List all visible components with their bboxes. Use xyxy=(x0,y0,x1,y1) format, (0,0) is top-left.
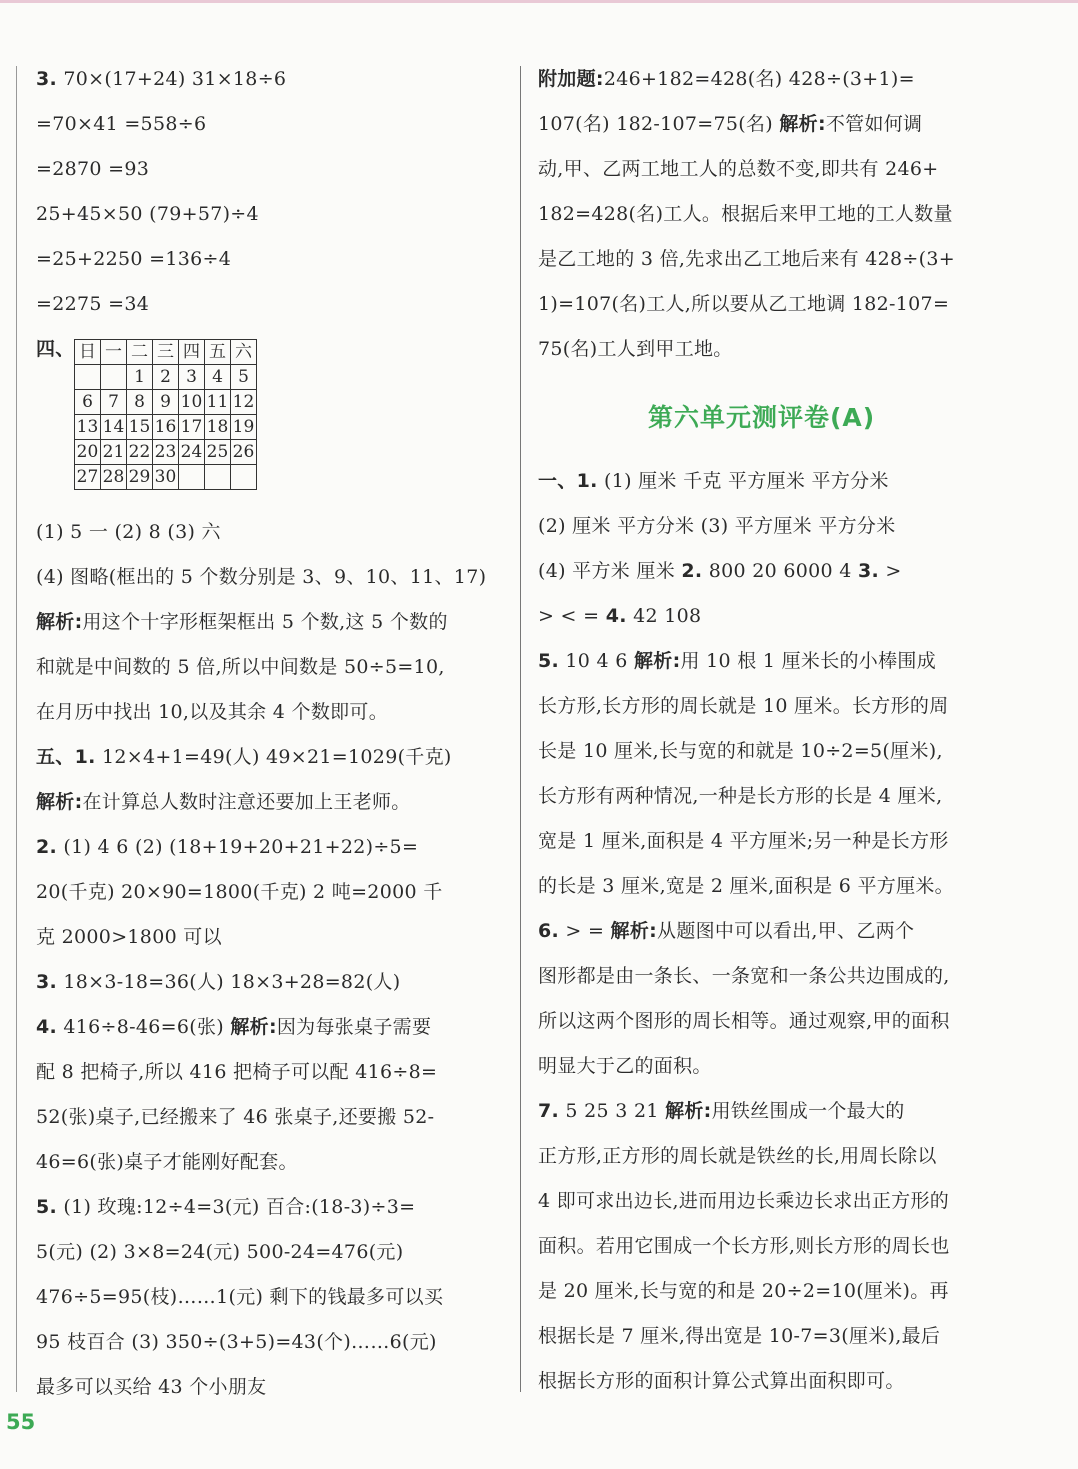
answer-line: 配 8 把椅子,所以 416 把椅子可以配 416÷8= xyxy=(36,1061,438,1083)
top-border xyxy=(0,0,1078,3)
calendar-cell: 一 xyxy=(101,340,127,365)
calendar-cell: 三 xyxy=(153,340,179,365)
answer-line: (4) 图略(框出的 5 个数分别是 3、9、10、11、17) xyxy=(36,566,487,588)
answer-line: 182=428(名)工人。根据后来甲工地的工人数量 xyxy=(538,203,953,225)
answer-line: 在月历中找出 10,以及其余 4 个数即可。 xyxy=(36,701,389,723)
page-number: 55 xyxy=(6,1410,36,1434)
answer-line: 宽是 1 厘米,面积是 4 平方厘米;另一种是长方形 xyxy=(538,830,949,852)
answer-line: =2275 =34 xyxy=(36,293,150,315)
answer-line: (4) 平方米 厘米 2. 800 20 6000 4 3. > xyxy=(538,560,902,582)
answer-line: 明显大于乙的面积。 xyxy=(538,1055,712,1077)
answer-line: 2. (1) 4 6 (2) (18+19+20+21+22)÷5= xyxy=(36,836,419,858)
answer-line: 5. (1) 玫瑰:12÷4=3(元) 百合:(18-3)÷3= xyxy=(36,1196,416,1218)
answer-line: 5(元) (2) 3×8=24(元) 500-24=476(元) xyxy=(36,1241,404,1263)
answer-line: 最多可以买给 43 个小朋友 xyxy=(36,1376,267,1398)
calendar-cell: 5 xyxy=(231,365,257,390)
answer-line: 面积。若用它围成一个长方形,则长方形的周长也 xyxy=(538,1235,950,1257)
calendar-cell: 五 xyxy=(205,340,231,365)
answer-line: 7. 5 25 3 21 解析:用铁丝围成一个最大的 xyxy=(538,1100,905,1122)
answer-line: 动,甲、乙两工地工人的总数不变,即共有 246+ xyxy=(538,158,939,180)
answer-line: 46=6(张)桌子才能刚好配套。 xyxy=(36,1151,298,1173)
answer-line: 20(千克) 20×90=1800(千克) 2 吨=2000 千 xyxy=(36,881,443,903)
answer-line: 正方形,正方形的周长就是铁丝的长,用周长除以 xyxy=(538,1145,937,1167)
calendar-cell: 6 xyxy=(75,390,101,415)
calendar-row xyxy=(75,465,257,490)
answer-line: 是乙工地的 3 倍,先求出乙工地后来有 428÷(3+ xyxy=(538,248,955,270)
calendar-cell: 四 xyxy=(179,340,205,365)
calendar-cell: 13 xyxy=(75,415,101,440)
answer-line: 5. 10 4 6 解析:用 10 根 1 厘米长的小棒围成 xyxy=(538,650,936,672)
calendar-cell: 22 xyxy=(127,440,153,465)
section-title: 第六单元测评卷(A) xyxy=(648,403,876,432)
calendar-cell: 15 xyxy=(127,415,153,440)
calendar-cell: 11 xyxy=(205,390,231,415)
answer-line: > < = 4. 42 108 xyxy=(538,605,702,627)
answer-line: 3. 18×3-18=36(人) 18×3+28=82(人) xyxy=(36,971,401,993)
answer-line: 一、1. (1) 厘米 千克 平方厘米 平方分米 xyxy=(538,470,889,492)
calendar-header-row xyxy=(75,340,257,365)
answer-line: 6. > = 解析:从题图中可以看出,甲、乙两个 xyxy=(538,920,915,942)
calendar-cell xyxy=(75,365,101,390)
calendar-cell: 12 xyxy=(231,390,257,415)
calendar-cell: 21 xyxy=(101,440,127,465)
answer-line: 的长是 3 厘米,宽是 2 厘米,面积是 6 平方厘米。 xyxy=(538,875,954,897)
calendar-row xyxy=(75,365,257,390)
calendar-cell: 16 xyxy=(153,415,179,440)
answer-line: 解析:在计算总人数时注意还要加上王老师。 xyxy=(36,791,411,813)
calendar-cell: 30 xyxy=(153,465,179,490)
calendar-cell: 二 xyxy=(127,340,153,365)
calendar-cell: 1 xyxy=(127,365,153,390)
answer-line: 根据长方形的面积计算公式算出面积即可。 xyxy=(538,1370,905,1392)
calendar-cell: 18 xyxy=(205,415,231,440)
calendar-cell xyxy=(179,465,205,490)
answer-line: 是 20 厘米,长与宽的和是 20÷2=10(厘米)。再 xyxy=(538,1280,949,1302)
calendar-cell xyxy=(231,465,257,490)
section-four-label: 四、 xyxy=(36,338,75,360)
answer-line: 和就是中间数的 5 倍,所以中间数是 50÷5=10, xyxy=(36,656,445,678)
answer-line: 解析:用这个十字形框架框出 5 个数,这 5 个数的 xyxy=(36,611,448,633)
answer-line: 476÷5=95(枝)……1(元) 剩下的钱最多可以买 xyxy=(36,1286,444,1308)
calendar-row xyxy=(75,415,257,440)
answer-line: =70×41 =558÷6 xyxy=(36,113,207,135)
answer-line: 52(张)桌子,已经搬来了 46 张桌子,还要搬 52- xyxy=(36,1106,435,1128)
calendar-cell: 19 xyxy=(231,415,257,440)
calendar-cell: 10 xyxy=(179,390,205,415)
calendar-cell: 27 xyxy=(75,465,101,490)
answer-line: =25+2250 =136÷4 xyxy=(36,248,232,270)
calendar-cell: 25 xyxy=(205,440,231,465)
column-divider xyxy=(520,66,521,1392)
calendar-table xyxy=(74,339,257,490)
left-margin-line xyxy=(16,66,17,1392)
calendar-cell: 17 xyxy=(179,415,205,440)
answer-line: 75(名)工人到甲工地。 xyxy=(538,338,733,360)
answer-line: 长方形有两种情况,一种是长方形的长是 4 厘米, xyxy=(538,785,943,807)
calendar-cell: 4 xyxy=(205,365,231,390)
answer-line: 所以这两个图形的周长相等。通过观察,甲的面积 xyxy=(538,1010,950,1032)
calendar-cell: 26 xyxy=(231,440,257,465)
answer-line: 95 枝百合 (3) 350÷(3+5)=43(个)……6(元) xyxy=(36,1331,437,1353)
answer-line: 图形都是由一条长、一条宽和一条公共边围成的, xyxy=(538,965,950,987)
calendar-cell: 23 xyxy=(153,440,179,465)
answer-line: 107(名) 182-107=75(名) 解析:不管如何调 xyxy=(538,113,923,135)
answer-line: 根据长是 7 厘米,得出宽是 10-7=3(厘米),最后 xyxy=(538,1325,941,1347)
calendar-cell: 24 xyxy=(179,440,205,465)
calendar-cell xyxy=(205,465,231,490)
answer-line: 3. 70×(17+24) 31×18÷6 xyxy=(36,68,287,90)
calendar-cell: 3 xyxy=(179,365,205,390)
calendar-cell: 20 xyxy=(75,440,101,465)
answer-line: 长方形,长方形的周长就是 10 厘米。长方形的周 xyxy=(538,695,949,717)
answer-line: 4 即可求出边长,进而用边长乘边长求出正方形的 xyxy=(538,1190,950,1212)
answer-line: 4. 416÷8-46=6(张) 解析:因为每张桌子需要 xyxy=(36,1016,432,1038)
calendar-cell xyxy=(101,365,127,390)
calendar-cell: 7 xyxy=(101,390,127,415)
calendar-row xyxy=(75,390,257,415)
calendar-cell: 9 xyxy=(153,390,179,415)
calendar-cell: 六 xyxy=(231,340,257,365)
answer-line: 1)=107(名)工人,所以要从乙工地调 182-107= xyxy=(538,293,950,315)
answer-line: 五、1. 12×4+1=49(人) 49×21=1029(千克) xyxy=(36,746,452,768)
calendar-cell: 2 xyxy=(153,365,179,390)
answer-line: 克 2000>1800 可以 xyxy=(36,926,222,948)
answer-line: =2870 =93 xyxy=(36,158,150,180)
calendar-cell: 28 xyxy=(101,465,127,490)
answer-line: 25+45×50 (79+57)÷4 xyxy=(36,203,259,225)
calendar-row xyxy=(75,440,257,465)
answer-line: 附加题:246+182=428(名) 428÷(3+1)= xyxy=(538,68,915,90)
calendar-cell: 29 xyxy=(127,465,153,490)
calendar-cell: 日 xyxy=(75,340,101,365)
calendar-cell: 14 xyxy=(101,415,127,440)
answer-line: (1) 5 一 (2) 8 (3) 六 xyxy=(36,521,221,543)
answer-line: 长是 10 厘米,长与宽的和就是 10÷2=5(厘米), xyxy=(538,740,943,762)
calendar-cell: 8 xyxy=(127,390,153,415)
answer-line: (2) 厘米 平方分米 (3) 平方厘米 平方分米 xyxy=(538,515,896,537)
